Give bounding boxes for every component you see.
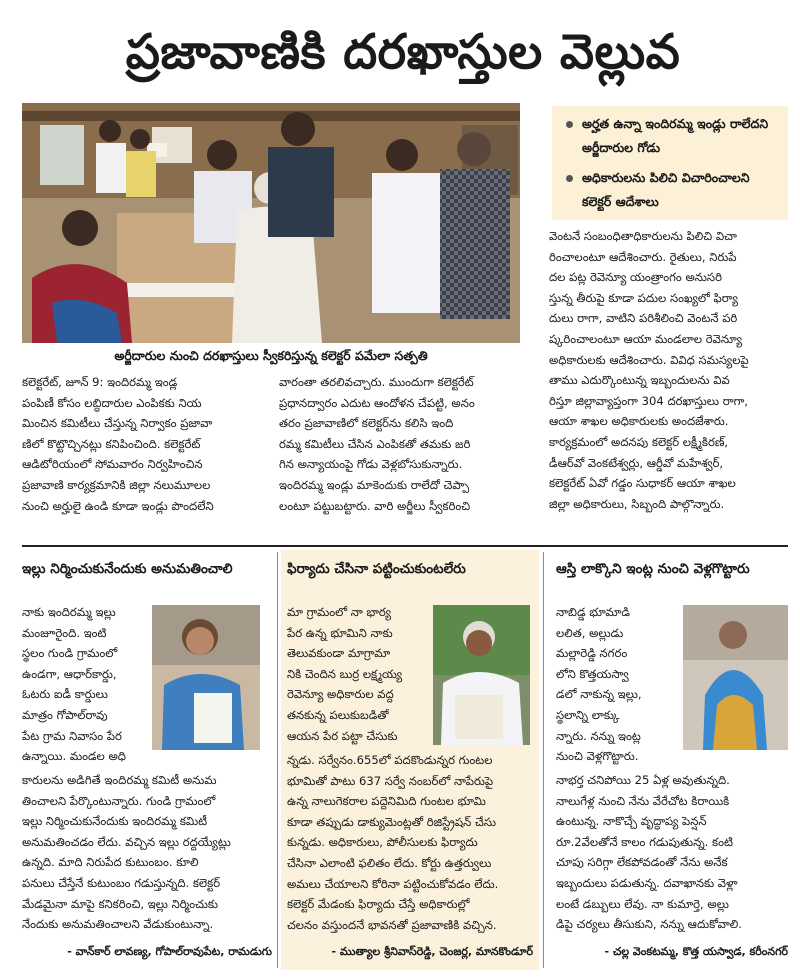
story1-text-beside: నాకు ఇందిరమ్మ ఇల్లు మంజూరైంది. ఇంటి స్థలం గుండి గ్రామంలో ఉండగా, ఆధార్‌కార్డు, ఓటరు ఐడీ కార్డులు మాత్రం గోపాల్‌రావు పేట గ్రామ నివాసం పేర ఉన్నాయి. మండల అధి [22, 605, 126, 764]
section-divider [22, 545, 788, 547]
story3-text-below: నాభర్త చనిపోయి 25 ఏళ్ల అవుతున్నది. నాలుగేళ్ల నుంచి నేను వేరేచోట కిరాయికి ఉంటున్న. నాకొచ్చే వృద్ధాప్య పెన్షన్‌ రూ.2వేలతోనే కాలం గడుపుతున్న. కంటి చూపు సరిగ్గా లేకపోవడంతో నేను అనేక ఇబ్బందులు పడుతున్న. దవాఖానకు వెళ్లా లంటే డబ్బులు లేవు. నా కుమార్తె, అల్లు డిపై చర్యలు తీసుకుని, నన్ను ఆదుకోవాలి. [556, 773, 742, 932]
story3-heading: ఆస్తి లాక్కొని ఇంట్ల నుంచి వెళ్లగొట్టారు [556, 561, 750, 577]
highlights-box [552, 106, 788, 220]
collector-photo-illustration [22, 103, 520, 343]
story2-text-beside: మా గ్రామంలో నా భార్య పేర ఉన్న భూమిని నాకు తెలువకుండా మాగ్రామా నికి చెందిన బుర్ర లక్ష్మయ్య రెవెన్యూ అధికారుల వద్ద తనకున్న పలుకుబడితో ఆయన పేర పట్టా చేసుకు [287, 605, 403, 743]
collector-photo [22, 103, 520, 343]
highlight-item: అధికారులను పిలిచి విచారించాలని కలెక్టర్‌ ఆదేశాలు [566, 166, 780, 214]
woman-portrait-icon [152, 605, 260, 750]
story2-byline: - ముత్యాల శ్రీనివాస్‌రెడ్డి, చెంజర్ల, మానకొండూర్‌ [331, 945, 533, 958]
story1-byline: - వాన్‌కార్‌ లావణ్య, గోపాల్‌రావుపేట, రామడుగు [67, 945, 272, 958]
man-portrait-icon [433, 605, 530, 745]
main-story-col1: కలెక్టరేట్‌, జూన్‌ 9: ఇందిరమ్మ ఇండ్ల పంపిణీ కోసం లబ్ధిదారుల ఎంపికకు నియ మించిన కమిటీలు చేస్తున్న నిర్వాకం ప్రజావా ణిలో కొట్టొచ్చినట్లు కనిపించింది. కలెక్టరేట్‌ ఆడిటోరియంలో సోమవారం నిర్వహించిన ప్రజావాణి కార్యక్రమానికి జిల్లా నలుమూలల నుంచి అర్హులై ఉండి కూడా ఇండ్లు పొందలేని [22, 375, 214, 513]
story3-portrait [683, 605, 788, 750]
story2-text-below: న్నడు. సర్వేనం.655లో పదకొండున్నర గుంటల భూమితో పాటు 637 సర్వే నంబర్‌లో నాపేరుపై ఉన్న నాలుగెకరాల పద్దెనిమిది గుంటల భూమి కూడా తప్పుడు డాక్యుమెంట్లతో రిజిస్ట్రేషన్‌ చేసు కున్నడు. అధికారులు, పోలీసులకు ఫిర్యాదు చేసినా ఎలాంటి ఫలితం లేదు. కోర్టు ఉత్తర్వులు అమలు చేయాలని కోరినా పట్టించుకోవడం లేదు. కలెక్టర్‌ మేడంకు ఫిర్యాదు చేస్తే అధికారుల్లో చలనం వస్తుందనే భావనతో ప్రజావాణికి వచ్చిన. [287, 753, 499, 932]
column-rule [543, 552, 544, 968]
story3-text-beside: నాబిడ్డ భూమాడి లలిత, అల్లుడు మల్లారెడ్డి నగరం లోని కొత్తయస్వా డలో నాకున్న ఇల్లు, స్థలాన్ని లాక్కు న్నారు. నన్ను ఇంట్ల నుంచి వెళ్లగొట్టారు. [556, 605, 642, 764]
headline: ప్రజావాణికి దరఖాస్తుల వెల్లువ [125, 24, 681, 80]
highlight-item: అర్హత ఉన్నా ఇందిరమ్మ ఇండ్లు రాలేదని అర్జీదారుల గోడు [566, 112, 780, 160]
photo-caption: అర్జీదారుల నుంచి దరఖాస్తులు స్వీకరిస్తున్న కలెక్టర్‌ పమేలా సత్పతి [114, 348, 428, 363]
column-rule [277, 552, 278, 968]
story2-heading: ఫిర్యాదు చేసినా పట్టించుకుంటలేరు [287, 561, 466, 577]
story1-heading: ఇల్లు నిర్మించుకునేందుకు అనుమతించాలి [22, 561, 233, 577]
main-story-col3: వెంటనే సంబంధితాధికారులను పిలిచి విచా రించాలంటూ ఆదేశించారు. రైతులు, నిరుపే దల పట్ల రెవెన్యూ యంత్రాంగం అనుసరి స్తున్న తీరుపై కూడా పదుల సంఖ్యలో ఫిర్యా దులు రాగా, వాటిని పరిశీలించి వెంటనే పరి ష్కరించాలంటూ ఆయా మండలాల రెవెన్యూ అధికారులకు ఆదేశించారు. వివిధ సమస్యలపై తాము ఎదుర్కొంటున్న ఇబ్బందులను వివ రిస్తూ జిల్లావ్యాప్తంగా 304 దరఖాస్తులు రాగా, ఆయా శాఖల అధికారులకు అందజేశారు. కార్యక్రమంలో అదనపు కలెక్టర్‌ లక్ష్మీకిరణ్‌, డీఆర్‌వో వెంకటేశ్వర్లు, ఆర్డీవో మహేశ్వర్‌, కలెక్టరేట్‌ ఏవో గడ్డం సుధాకర్‌ ఆయా శాఖల జిల్లా అధికారులు, సిబ్బంది పాల్గొన్నారు. [549, 229, 749, 511]
main-story-col2: వారంతా తరలివచ్చారు. ముందుగా కలెక్టరేట్‌ ప్రధానద్వారం ఎదుట ఆందోళన చేపట్టి, అనం తరం ప్రజావాణిలో కలెక్టర్‌ను కలిసి ఇంది రమ్మ కమిటీలు చేసిన ఎంపికతో తమకు జరి గిన అన్యాయంపై గోడు వెళ్లబోసుకున్నారు. ఇందిరమ్మ ఇండ్లు మాకెందుకు రాలేదో చెప్పా లంటూ పట్టుబట్టారు. వారి అర్జీలు స్వీకరించి [279, 375, 475, 513]
story1-text-below: కారులను అడిగితే ఇందిరమ్మ కమిటీ అనుమ తించాలని పేర్కొంటున్నారు. గుండి గ్రామంలో ఇల్లు నిర్మించుకునేందుకు ఇందిరమ్మ కమిటీ అనుమతించడం లేదు. వచ్చిన ఇల్లు రద్దయ్యేట్లు ఉన్నది. మాది నిరుపేద కుటుంబం. కూలి పనులు చేస్తేనే కుటుంబం గడుస్తున్నది. కలెక్టర్‌ మేడమైనా మాపై కనికరించి, ఇల్లు నిర్మించుకు నేందుకు అనుమతించాలని వేడుకుంటున్నా. [22, 773, 231, 932]
elderly-woman-portrait-icon [683, 605, 788, 750]
story2-portrait [433, 605, 530, 745]
story1-portrait [152, 605, 260, 750]
story3-byline: - చల్ల వెంకటమ్మ, కొత్త యస్వాడ, కరీంనగర్‌ [604, 945, 788, 958]
